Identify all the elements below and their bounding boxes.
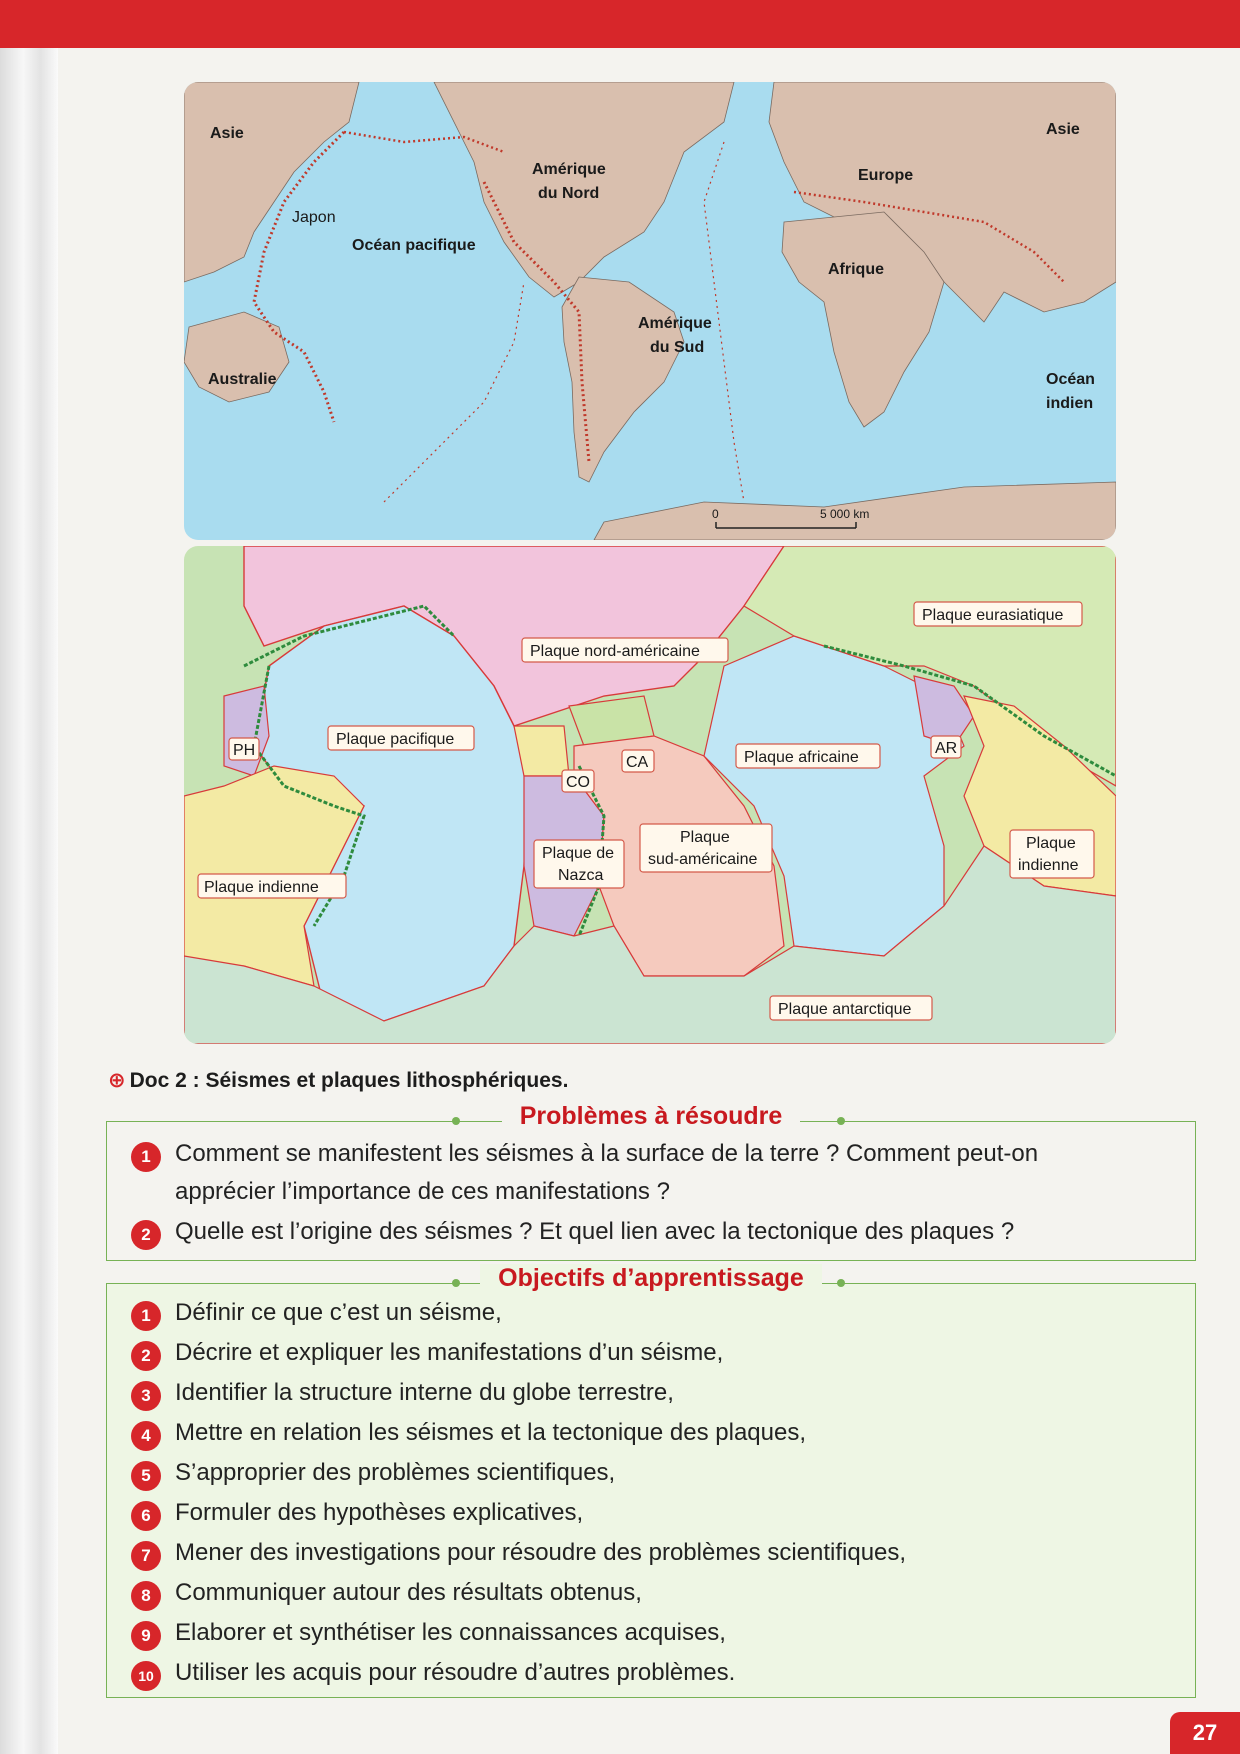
number-badge: 6 xyxy=(131,1501,161,1531)
label-plate-ar xyxy=(931,736,961,758)
objective-item-9: 9 Elaborer et synthétiser les connaissances acquises, xyxy=(131,1619,726,1651)
problems-box xyxy=(106,1102,1196,1261)
svg-text:Plaque: Plaque xyxy=(1026,835,1076,852)
number-badge: 9 xyxy=(131,1621,161,1651)
label-plate-eurasiatique xyxy=(914,602,1082,626)
tectonic-plates-map xyxy=(184,546,1116,1044)
number-badge: 2 xyxy=(131,1220,161,1250)
objective-item-6: 6 Formuler des hypothèses explicatives, xyxy=(131,1499,583,1531)
label-amerique-nord-1: Amérique xyxy=(532,161,606,178)
label-plate-antarctique xyxy=(770,996,932,1020)
objective-item-2: 2 Décrire et expliquer les manifestations d’un séisme, xyxy=(131,1339,723,1371)
svg-text:Plaque: Plaque xyxy=(680,829,730,846)
number-badge: 10 xyxy=(131,1661,161,1691)
label-amerique-sud-2: du Sud xyxy=(650,339,705,356)
svg-text:CO: CO xyxy=(566,774,590,791)
label-plate-africaine xyxy=(736,744,880,768)
heading-dot-left xyxy=(452,1279,460,1287)
page-number: 27 xyxy=(1170,1712,1240,1754)
label-ocean-indien-2: indien xyxy=(1046,395,1094,412)
svg-text:Plaque africaine: Plaque africaine xyxy=(744,749,859,766)
svg-text:Plaque de: Plaque de xyxy=(542,845,615,862)
svg-text:Plaque nord-américaine: Plaque nord-américaine xyxy=(530,643,700,660)
objective-item-5: 5 S’approprier des problèmes scientifiques, xyxy=(131,1459,615,1491)
top-color-band xyxy=(0,0,1240,48)
objectives-heading: Objectifs d’apprentissage xyxy=(107,1264,1195,1293)
number-badge: 1 xyxy=(131,1142,161,1172)
svg-text:CA: CA xyxy=(626,754,649,771)
heading-dot-right xyxy=(837,1279,845,1287)
svg-text:Plaque indienne: Plaque indienne xyxy=(204,879,319,896)
label-plate-co xyxy=(562,770,594,792)
scale-zero: 0 xyxy=(712,507,719,521)
label-plate-nord-americaine xyxy=(522,638,728,662)
label-ocean-indien-1: Océan xyxy=(1046,371,1095,388)
label-australie: Australie xyxy=(208,371,277,388)
problem-item-1: 1 Comment se manifestent les séismes à la surface de la terre ? Comment peut-on apprécier l’importance de ces manifestations ? xyxy=(131,1140,1038,1206)
seismicity-map xyxy=(184,82,1116,540)
number-badge: 4 xyxy=(131,1421,161,1451)
label-japon: Japon xyxy=(292,209,336,226)
label-plate-indienne-east xyxy=(1010,830,1094,878)
objective-item-4: 4 Mettre en relation les séismes et la tectonique des plaques, xyxy=(131,1419,806,1451)
plate-cocos xyxy=(514,726,569,776)
heading-dot-left xyxy=(452,1117,460,1125)
label-asie-west: Asie xyxy=(210,125,244,142)
number-badge: 2 xyxy=(131,1341,161,1371)
number-badge: 1 xyxy=(131,1301,161,1331)
svg-text:PH: PH xyxy=(233,742,256,759)
label-plate-indienne-west xyxy=(198,874,346,898)
label-amerique-nord-2: du Nord xyxy=(538,185,600,202)
objective-item-3: 3 Identifier la structure interne du globe terrestre, xyxy=(131,1379,674,1411)
objective-item-10: 10 Utiliser les acquis pour résoudre d’autres problèmes. xyxy=(131,1659,735,1691)
problems-heading: Problèmes à résoudre xyxy=(107,1102,1195,1131)
label-europe: Europe xyxy=(858,167,914,184)
label-asie-east: Asie xyxy=(1046,121,1080,138)
svg-text:indienne: indienne xyxy=(1018,857,1079,874)
svg-text:Nazca: Nazca xyxy=(558,867,604,884)
svg-text:AR: AR xyxy=(935,740,958,757)
svg-text:sud-américaine: sud-américaine xyxy=(648,851,758,868)
plus-circle-icon: ⊕ xyxy=(108,1069,126,1092)
label-plate-pacifique xyxy=(328,726,474,750)
heading-dot-right xyxy=(837,1117,845,1125)
number-badge: 8 xyxy=(131,1581,161,1611)
objectives-box xyxy=(106,1264,1196,1698)
label-amerique-sud-1: Amérique xyxy=(638,315,712,332)
number-badge: 3 xyxy=(131,1381,161,1411)
problem-item-2: 2 Quelle est l’origine des séismes ? Et quel lien avec la tectonique des plaques ? xyxy=(131,1218,1014,1250)
svg-text:Plaque antarctique: Plaque antarctique xyxy=(778,1001,912,1018)
label-ocean-pacifique: Océan pacifique xyxy=(352,237,476,254)
number-badge: 7 xyxy=(131,1541,161,1571)
objective-item-7: 7 Mener des investigations pour résoudre des problèmes scientifiques, xyxy=(131,1539,906,1571)
page-gutter xyxy=(0,48,58,1754)
svg-text:Plaque eurasiatique: Plaque eurasiatique xyxy=(922,607,1064,624)
doc-caption xyxy=(108,1068,568,1093)
objective-item-8: 8 Communiquer autour des résultats obtenus, xyxy=(131,1579,642,1611)
label-plate-ca xyxy=(622,750,654,772)
number-badge: 5 xyxy=(131,1461,161,1491)
objective-item-1: 1 Définir ce que c’est un séisme, xyxy=(131,1299,502,1331)
svg-text:Plaque pacifique: Plaque pacifique xyxy=(336,731,455,748)
label-plate-nazca xyxy=(534,840,624,888)
doc-caption-text: Doc 2 : Séismes et plaques lithosphériques. xyxy=(129,1069,569,1092)
label-afrique: Afrique xyxy=(828,261,884,278)
label-plate-sud-americaine xyxy=(640,824,772,872)
label-plate-ph xyxy=(229,738,259,760)
scale-distance: 5 000 km xyxy=(820,507,870,521)
